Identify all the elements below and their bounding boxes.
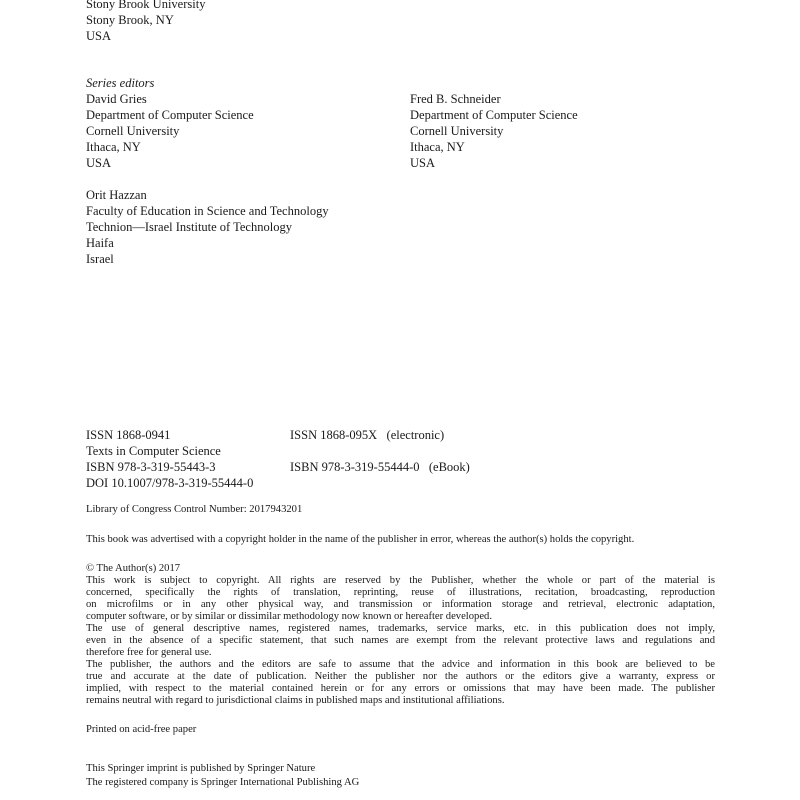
imprint-line: This Springer imprint is published by Springer Nature	[86, 763, 316, 774]
issn-electronic: ISSN 1868-095X (electronic)	[290, 428, 445, 442]
editor-line: Faculty of Education in Science and Technology	[86, 204, 329, 218]
series-title: Texts in Computer Science	[86, 444, 221, 458]
legal-line: concerned, specifically the rights of translation, reprinting, reuse of illustrations, recitation, broadcasting, reproduction	[86, 587, 715, 598]
isbn-ebook: ISBN 978-3-319-55444-0 (eBook)	[290, 460, 470, 474]
legal-line: true and accurate at the date of publication. Neither the publisher nor the authors or the editors give a warranty, express or	[86, 671, 715, 682]
issn-print: ISSN 1868-0941	[86, 428, 171, 442]
editor-line: Department of Computer Science	[86, 108, 254, 122]
editor-line: Israel	[86, 252, 114, 266]
editor-line: Ithaca, NY	[86, 140, 141, 154]
editor-line: Haifa	[86, 236, 114, 250]
series-editors-heading: Series editors	[86, 76, 155, 90]
legal-line: The publisher, the authors and the editors are safe to assume that the advice and information in this book are believed to be	[86, 659, 715, 670]
editor-line: Department of Computer Science	[410, 108, 578, 122]
imprint-line: The registered company is Springer International Publishing AG	[86, 777, 360, 788]
legal-line: The use of general descriptive names, registered names, trademarks, service marks, etc. in this publication does not imply,	[86, 623, 715, 634]
printed-on-note: Printed on acid-free paper	[86, 724, 197, 735]
legal-line: therefore free for general use.	[86, 647, 212, 658]
editor-line: USA	[410, 156, 436, 170]
doi: DOI 10.1007/978-3-319-55444-0	[86, 476, 254, 490]
legal-line: even in the absence of a specific statement, that such names are exempt from the relevant protective laws and regulations and	[86, 635, 715, 646]
copyright-line: © The Author(s) 2017	[86, 563, 181, 574]
editor-line: Cornell University	[86, 124, 180, 138]
editor-line: David Gries	[86, 92, 147, 106]
editor-line: Orit Hazzan	[86, 188, 147, 202]
editor-line: Ithaca, NY	[410, 140, 465, 154]
editor-line: USA	[86, 156, 112, 170]
legal-line: remains neutral with regard to jurisdictional claims in published maps and institutional affiliations.	[86, 695, 505, 706]
legal-line: on microfilms or in any other physical way, and transmission or information storage and retrieval, electronic adaptation,	[86, 599, 715, 610]
isbn-print: ISBN 978-3-319-55443-3	[86, 460, 216, 474]
address-line: Stony Brook, NY	[86, 13, 174, 27]
address-line: USA	[86, 29, 112, 43]
legal-line: This work is subject to copyright. All rights are reserved by the Publisher, whether the whole or part of the material is	[86, 575, 715, 586]
loc-control-number: Library of Congress Control Number: 2017943201	[86, 504, 303, 515]
copyright-holder-note: This book was advertised with a copyright holder in the name of the publisher in error, whereas the author(s) holds the copyright.	[86, 534, 635, 545]
legal-line: implied, with respect to the material contained herein or for any errors or omissions that may have been made. The publisher	[86, 683, 715, 694]
editor-line: Cornell University	[410, 124, 504, 138]
editor-line: Technion—Israel Institute of Technology	[86, 220, 292, 234]
editor-line: Fred B. Schneider	[410, 92, 501, 106]
legal-line: computer software, or by similar or dissimilar methodology now known or hereafter developed.	[86, 611, 492, 622]
address-line: Stony Brook University	[86, 0, 206, 11]
